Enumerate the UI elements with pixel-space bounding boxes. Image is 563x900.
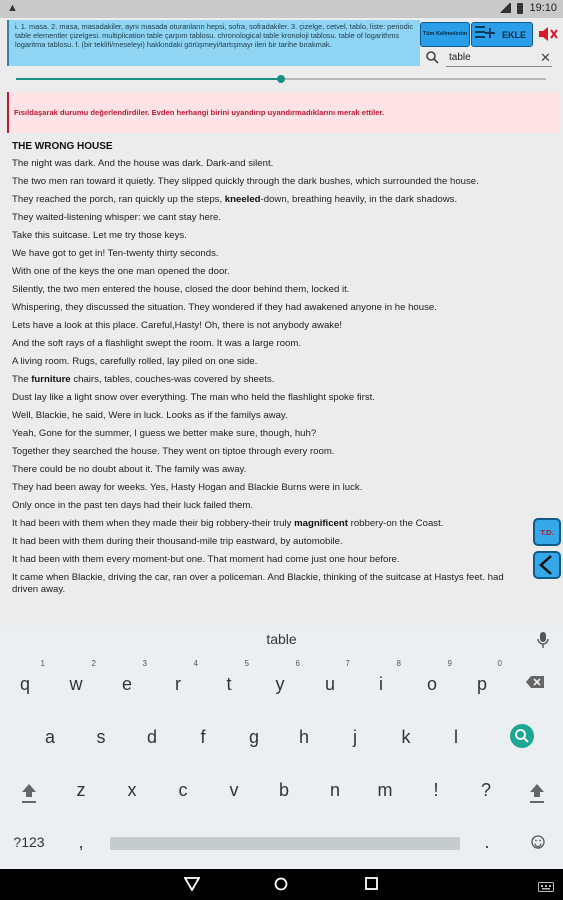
key-f[interactable]: f <box>200 727 206 747</box>
status-bar <box>0 0 563 18</box>
keyboard-switch-icon[interactable] <box>538 879 554 897</box>
key-u[interactable] <box>310 659 350 695</box>
suggestion-word[interactable]: table <box>266 631 297 647</box>
space-key[interactable] <box>110 837 460 850</box>
story-line[interactable]: It had been with them every moment-but one. That moment had come just one hour before. <box>12 553 400 565</box>
translation-box <box>7 92 560 133</box>
shift-key-left[interactable] <box>20 782 38 809</box>
highlighted-word[interactable]: kneeled <box>224 193 261 205</box>
story-line[interactable]: Dust lay like a light snow over everything. The man who held the flashlight spoke first. <box>12 391 375 403</box>
add-word-button[interactable] <box>471 22 533 47</box>
speaker-muted-icon[interactable] <box>536 22 560 46</box>
story-line[interactable]: Well, Blackie, he said, Were in luck. Looks as if the familys away. <box>12 409 288 421</box>
story-line[interactable]: It had been with them when they made their big robbery-their truly magnificent robbery-on the Coast. <box>12 517 444 529</box>
key-question[interactable]: ? <box>480 780 491 800</box>
recents-nav-icon[interactable] <box>365 877 378 895</box>
story-line[interactable]: Lets have a look at this place. Careful,Hasty! Oh, there is not anybody awake! <box>12 319 343 331</box>
navigation-bar <box>0 869 563 900</box>
story-line[interactable]: They had been away for weeks. Yes, Hasty Hogan and Blackie Burns were in luck. <box>12 481 363 493</box>
status-time: 19:10 <box>529 2 557 14</box>
key-hint: 2 <box>91 659 96 668</box>
battery-icon <box>517 3 523 14</box>
story-line[interactable]: Only once in the past ten days had their luck failed them. <box>12 499 254 511</box>
mic-icon[interactable] <box>537 631 549 649</box>
key-q[interactable] <box>5 659 45 695</box>
key-t[interactable] <box>209 659 249 695</box>
translation-text: Fısıldaşarak durumu değerlendirdiler. Evden herhangi birini uyandırıp uyandırmadıklarını merak ettiler. <box>14 108 385 117</box>
key-hint: 7 <box>345 659 350 668</box>
key-w[interactable] <box>56 659 96 695</box>
story-line[interactable]: There could be no doubt about it. The family was away. <box>12 463 247 475</box>
story-line[interactable]: The furniture chairs, tables, couches-was covered by sheets. <box>12 373 275 385</box>
story-line[interactable]: With one of the keys the one man opened the door. <box>12 265 230 277</box>
story-line[interactable]: Take this suitcase. Let me try those keys. <box>12 229 187 241</box>
key-hint: 1 <box>40 659 45 668</box>
story-line[interactable]: Yeah, Gone for the summer, I guess we better make sure, though, huh? <box>12 427 317 439</box>
key-label: q <box>19 674 30 694</box>
key-label: o <box>426 674 437 694</box>
all-words-button[interactable]: Tüm Kelimelerim <box>420 22 470 47</box>
story-line[interactable]: It came when Blackie, driving the car, ran over a policeman. And Blackie, thinking of the suitcase at Hastys feet. had driven away. <box>12 571 504 596</box>
key-h[interactable]: h <box>298 727 309 747</box>
highlighted-word[interactable]: magnificent <box>294 517 348 529</box>
key-hint: 0 <box>497 659 502 668</box>
story-line[interactable]: It had been with them during their thousand-mile trip eastward, by automobile. <box>12 535 343 547</box>
seekbar-fill <box>16 78 281 80</box>
key-label: p <box>476 674 487 694</box>
key-exclaim[interactable]: ! <box>433 780 439 800</box>
key-o[interactable] <box>412 659 452 695</box>
key-hint: 3 <box>142 659 147 668</box>
keyboard-search-key[interactable] <box>510 724 534 753</box>
key-j[interactable]: j <box>353 727 357 747</box>
key-label: t <box>226 674 232 694</box>
seekbar-thumb[interactable] <box>277 75 285 83</box>
story-line[interactable]: Together they searched the house. They went on tiptoe through every room. <box>12 445 335 457</box>
story-line[interactable]: The night was dark. And the house was dark. Dark-and silent. <box>12 158 274 169</box>
key-p[interactable] <box>462 659 502 695</box>
key-s[interactable]: s <box>96 727 106 747</box>
key-hint: 9 <box>447 659 452 668</box>
comma-key[interactable]: , <box>78 832 84 852</box>
story-line[interactable]: The two men ran toward it quietly. They slipped quickly through the dark bushes, which surrounded the house. <box>12 175 479 187</box>
key-b[interactable]: b <box>278 780 289 800</box>
back-nav-icon[interactable] <box>184 877 200 896</box>
clear-search-icon[interactable]: ✕ <box>540 50 551 65</box>
story-text <box>12 140 532 620</box>
warning-icon: ▲ <box>7 2 18 14</box>
search-bar <box>422 50 563 70</box>
key-hint: 5 <box>244 659 249 668</box>
key-y[interactable] <box>260 659 300 695</box>
key-e[interactable] <box>107 659 147 695</box>
key-i[interactable] <box>361 659 401 695</box>
key-hint: 8 <box>396 659 401 668</box>
story-line[interactable]: They waited-listening whisper: we cant stay here. <box>12 211 222 223</box>
key-z[interactable]: z <box>76 780 86 800</box>
key-x[interactable]: x <box>127 780 137 800</box>
chevron-left-icon <box>535 553 559 577</box>
symbols-key[interactable]: ?123 <box>13 834 45 850</box>
td-button[interactable]: T.D. <box>533 518 561 546</box>
key-label: u <box>324 674 335 694</box>
story-line[interactable]: We have got to get in! Ten-twenty thirty seconds. <box>12 247 219 259</box>
period-key[interactable]: . <box>484 832 490 852</box>
key-label: y <box>275 674 285 694</box>
story-line[interactable]: And the soft rays of a flashlight swept the room. It was a large room. <box>12 337 302 349</box>
shift-key-right[interactable] <box>528 782 546 809</box>
key-v[interactable]: v <box>229 780 239 800</box>
search-icon[interactable] <box>426 51 439 64</box>
key-l[interactable]: l <box>454 727 458 747</box>
story-line[interactable]: They reached the porch, ran quickly up the steps, kneeled-down, breathing heavily, in the dark shadows. <box>12 193 458 205</box>
definition-text: i. 1. masa. 2. masa, masadakiler, aynı masada oturanların hepsi, sofra, sofradakiler. 3. çizelge, cetvel, tablo, liste: periodic table elementler çizelgesi. multiplication table çarpım tablosu. chronological table kronoloji tablosu. table of logarithms logaritma tablosu. f. (bir teklifi/meseleyi) hakkındaki görüşmeyi/tartışmayı ileri bir tarihe bırakmak. <box>15 22 414 49</box>
signal-icon <box>499 3 511 13</box>
soft-keyboard <box>0 626 563 869</box>
key-c[interactable]: c <box>178 780 188 800</box>
suggestion-strip <box>0 626 563 654</box>
highlighted-word[interactable]: furniture <box>31 373 71 385</box>
key-label: i <box>379 674 383 694</box>
story-line[interactable]: Whispering, they discussed the situation. They wondered if they had awakened anyone in he house. <box>12 301 437 313</box>
add-button-label: EKLE <box>502 29 527 40</box>
story-line[interactable]: Silently, the two men entered the house, closed the door behind them, locked it. <box>12 283 350 295</box>
key-hint: 4 <box>193 659 198 668</box>
key-k[interactable]: k <box>401 727 411 747</box>
audio-seekbar[interactable] <box>16 76 546 82</box>
status-icons <box>499 2 557 14</box>
key-hint: 6 <box>295 659 300 668</box>
key-label: w <box>69 674 83 694</box>
search-input[interactable]: table <box>449 52 471 63</box>
key-r[interactable] <box>158 659 198 695</box>
story-line[interactable]: A living room. Rugs, carefully rolled, lay piled on one side. <box>12 355 258 367</box>
backspace-key[interactable] <box>525 675 545 694</box>
top-toolbar <box>0 18 563 90</box>
key-m[interactable]: m <box>377 780 393 800</box>
emoji-key[interactable] <box>531 835 545 854</box>
key-a[interactable]: a <box>44 727 55 747</box>
key-g[interactable]: g <box>248 727 259 747</box>
key-n[interactable]: n <box>329 780 340 800</box>
home-nav-icon[interactable] <box>274 877 288 896</box>
search-underline <box>446 66 552 67</box>
key-d[interactable]: d <box>146 727 157 747</box>
story-title: THE WRONG HOUSE <box>12 141 113 152</box>
back-button[interactable] <box>533 551 561 579</box>
key-label: e <box>121 674 132 694</box>
key-label: r <box>175 674 181 694</box>
add-list-icon <box>475 24 497 45</box>
definition-box <box>7 20 420 66</box>
